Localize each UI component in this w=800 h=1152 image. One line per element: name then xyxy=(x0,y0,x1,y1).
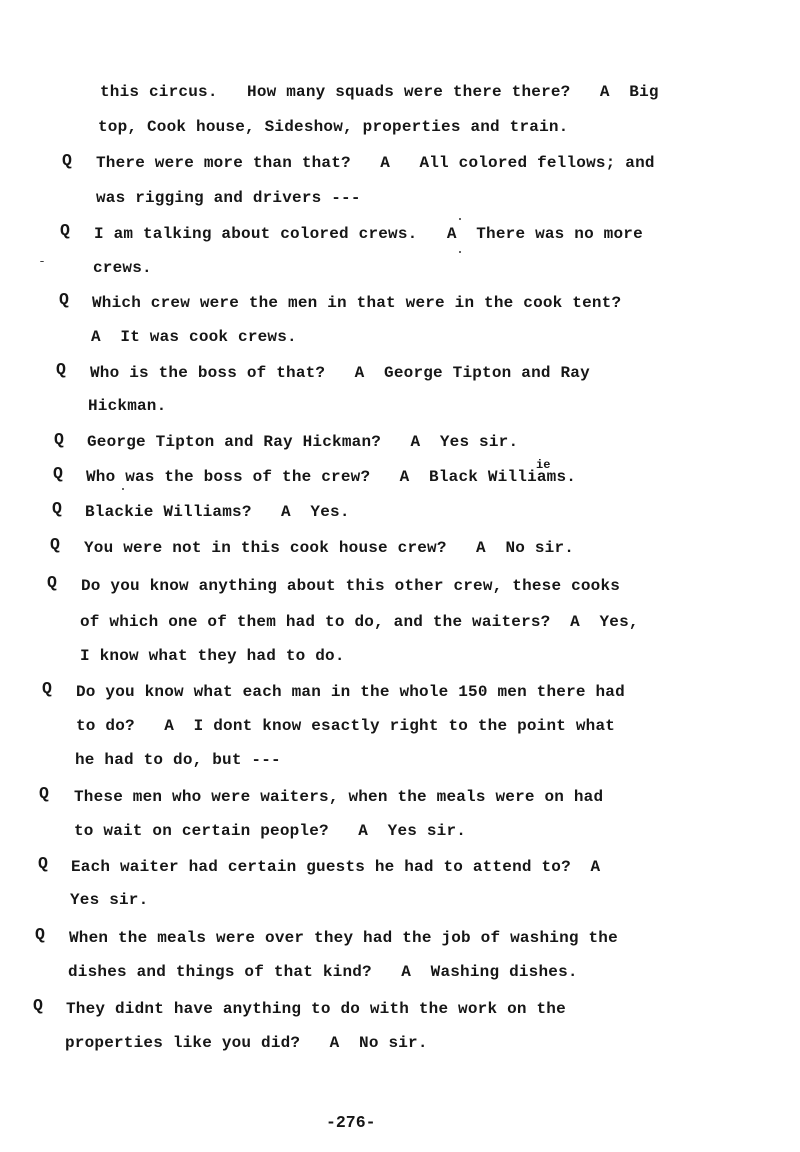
question-marker: Q xyxy=(52,499,62,518)
text-line: dishes and things of that kind? A Washing dishes. xyxy=(68,963,578,981)
text-line: was rigging and drivers --- xyxy=(96,189,361,207)
text-line: I am talking about colored crews. A There was no more xyxy=(94,225,643,243)
text-line: Hickman. xyxy=(88,397,167,415)
text-line: to wait on certain people? A Yes sir. xyxy=(74,822,467,840)
page-number: -276- xyxy=(326,1113,376,1132)
text-line: top, Cook house, Sideshow, properties and train. xyxy=(98,118,569,136)
text-line: There were more than that? A All colored fellows; and xyxy=(96,154,655,172)
text-line: of which one of them had to do, and the waiters? A Yes, xyxy=(80,613,639,631)
question-marker: Q xyxy=(53,464,63,483)
question-marker: Q xyxy=(42,679,52,698)
question-marker: Q xyxy=(33,996,43,1015)
text-line: Which crew were the men in that were in the cook tent? xyxy=(92,294,622,312)
text-line: to do? A I dont know esactly right to the point what xyxy=(76,717,616,735)
text-line: You were not in this cook house crew? A No sir. xyxy=(84,539,575,557)
scan-speck xyxy=(459,251,461,253)
scan-speck xyxy=(40,261,44,262)
question-marker: Q xyxy=(35,925,45,944)
text-line: These men who were waiters, when the meals were on had xyxy=(74,788,604,806)
text-line: this circus. How many squads were there there? A Big xyxy=(100,83,659,101)
text-line: crews. xyxy=(93,259,152,277)
question-marker: Q xyxy=(47,573,57,592)
question-marker: Q xyxy=(59,290,69,309)
text-line: They didnt have anything to do with the work on the xyxy=(66,1000,566,1018)
question-marker: Q xyxy=(38,854,48,873)
question-marker: Q xyxy=(56,360,66,379)
question-marker: Q xyxy=(39,784,49,803)
text-line: Who was the boss of the crew? A Black Williams. xyxy=(86,468,577,486)
text-line: George Tipton and Ray Hickman? A Yes sir. xyxy=(87,433,519,451)
scan-speck xyxy=(459,218,461,220)
text-line: A It was cook crews. xyxy=(91,328,297,346)
text-line: Who is the boss of that? A George Tipton and Ray xyxy=(90,364,590,382)
handwritten-insertion: ie xyxy=(536,458,551,472)
question-marker: Q xyxy=(54,430,64,449)
question-marker: Q xyxy=(60,221,70,240)
text-line: I know what they had to do. xyxy=(80,647,345,665)
text-line: properties like you did? A No sir. xyxy=(65,1034,428,1052)
question-marker: Q xyxy=(62,151,72,170)
text-line: Blackie Williams? A Yes. xyxy=(85,503,350,521)
text-line: Yes sir. xyxy=(70,891,149,909)
text-line: When the meals were over they had the job of washing the xyxy=(69,929,618,947)
text-line: he had to do, but --- xyxy=(75,751,281,769)
scan-speck xyxy=(122,488,124,490)
question-marker: Q xyxy=(50,535,60,554)
text-line: Do you know what each man in the whole 150 men there had xyxy=(76,683,625,701)
text-line: Each waiter had certain guests he had to attend to? A xyxy=(71,858,601,876)
text-line: Do you know anything about this other crew, these cooks xyxy=(81,577,621,595)
